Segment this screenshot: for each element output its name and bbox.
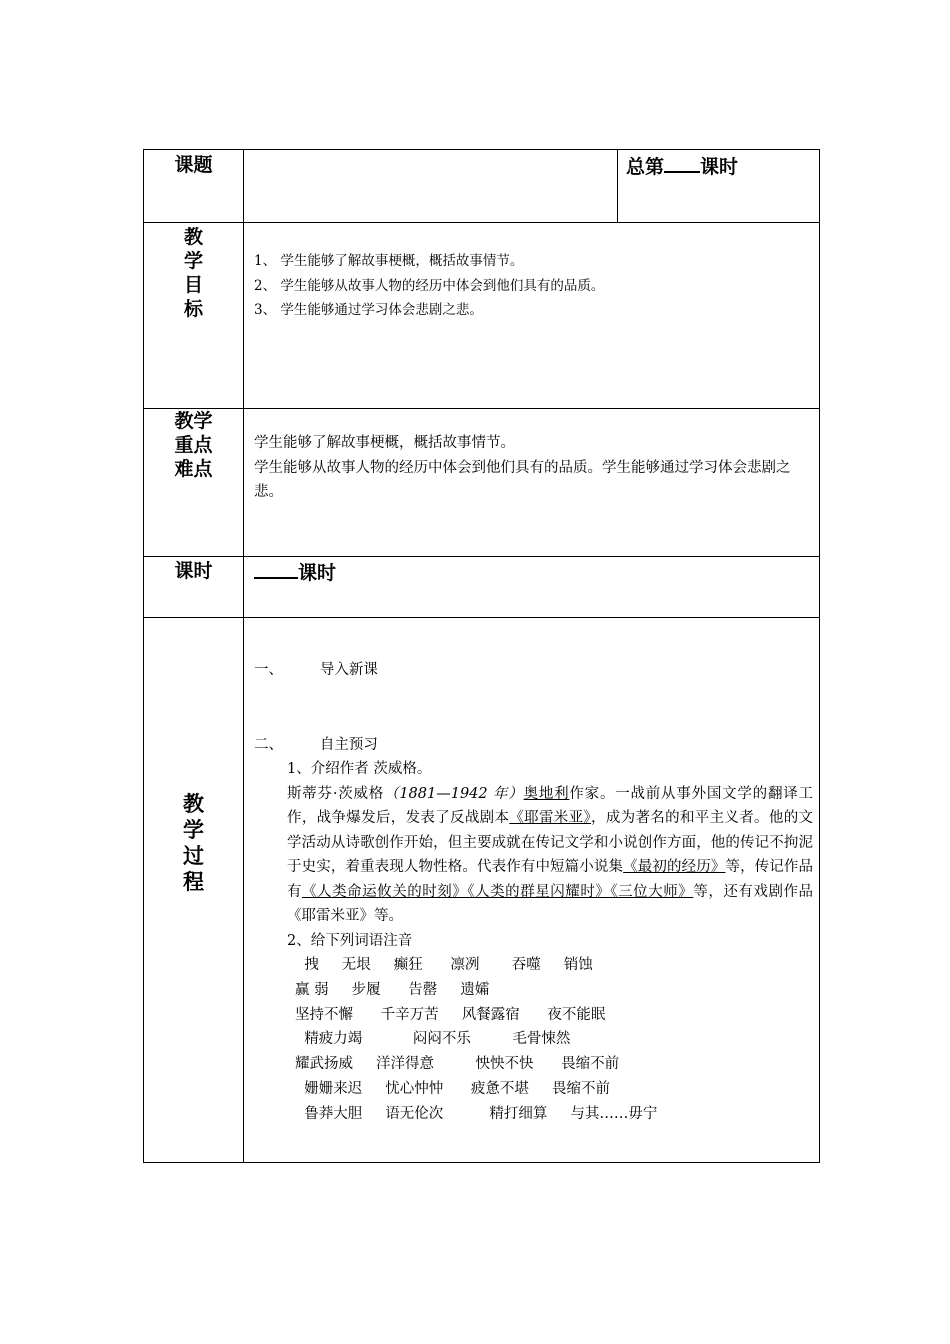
- lesson-plan-table: [143, 149, 820, 1163]
- topic-label-cell: [144, 150, 244, 223]
- process-label: [144, 791, 243, 895]
- objectives-label-cell: [144, 223, 244, 409]
- objectives-label: [144, 223, 243, 321]
- total-hours-prefix: 总第: [626, 156, 665, 178]
- key-points-label-cell: [144, 409, 244, 557]
- hours-value-suffix: 课时: [298, 562, 337, 584]
- key-point-line: 学生能够了解故事梗概，概括故事情节。: [254, 435, 515, 451]
- objectives-row: [144, 223, 820, 409]
- key-points-content-cell: [244, 409, 820, 557]
- objective-item: 2、 学生能够从故事人物的经历中体会到他们具有的品质。: [254, 277, 605, 294]
- process-label-char: 学: [183, 817, 204, 842]
- total-hours-blank: [664, 153, 700, 173]
- key-points-label-line: 重点: [174, 434, 213, 456]
- pinyin-task-title: 2、给下列词语注音: [287, 932, 413, 949]
- process-content-cell: [244, 618, 820, 1163]
- objectives-label-char: 目: [183, 274, 203, 296]
- bio-years: （1881—1942 年）: [384, 785, 524, 802]
- objectives-content-cell: [244, 223, 820, 409]
- bio-text: 等，传记作品有: [287, 859, 814, 900]
- bio-work-link[interactable]: 《人类命运攸关的时刻》《人类的群星闪耀时》《三位大师》: [302, 883, 694, 900]
- topic-row: [144, 150, 820, 223]
- key-points-text: [244, 409, 819, 505]
- objectives-label-char: 学: [183, 250, 203, 272]
- vocab-line: 精疲力竭 闷闷不乐 毛骨悚然: [295, 1031, 571, 1048]
- process-label-char: 程: [183, 869, 204, 894]
- objectives-list: [244, 223, 819, 323]
- objective-item: 1、 学生能够了解故事梗概，概括故事情节。: [254, 253, 524, 269]
- topic-value-cell: [244, 150, 618, 223]
- key-points-label: [144, 409, 243, 481]
- section-spacer: [254, 683, 813, 733]
- bio-text: 等，还有戏剧作品《耶雷米亚》等。: [287, 883, 814, 924]
- vocab-line: 赢 弱 步履 告罄 遗孀: [295, 981, 490, 998]
- section-import: 一、 导入新课: [254, 662, 378, 678]
- bio-text: ，成为著名的和平主义者。他的文学活动从诗歌创作开始，但主要成就在传记文学和小说创作方面，他的传记不拘泥于史实，着重表现人物性格。代表作有中短篇小说集: [287, 810, 814, 875]
- total-hours-text: [618, 150, 819, 179]
- hours-label: 课时: [174, 560, 213, 582]
- key-points-row: [144, 409, 820, 557]
- process-label-char: 过: [183, 843, 204, 868]
- section-preview: 二、 自主预习: [254, 736, 378, 753]
- hours-blank: [254, 559, 298, 579]
- vocab-line: 耀武扬威 洋洋得意 怏怏不快 畏缩不前: [295, 1056, 620, 1073]
- author-bio: [287, 782, 813, 929]
- author-intro-title: 1、介绍作者 茨威格。: [287, 761, 432, 777]
- key-points-label-line: 教学: [174, 410, 213, 432]
- topic-label: 课题: [174, 154, 213, 176]
- total-hours-cell: [618, 150, 820, 223]
- objective-item: 3、 学生能够通过学习体会悲剧之悲。: [254, 302, 483, 318]
- hours-value-cell: [244, 557, 820, 618]
- total-hours-suffix: 课时: [700, 156, 739, 178]
- process-content: [244, 618, 819, 1127]
- bio-work-link[interactable]: 《最初的经历》: [623, 859, 726, 875]
- hours-value: [244, 557, 819, 585]
- bio-text: 作家。一战前从事外国文学的翻译工作，战争爆发后，发表了反战剧本: [287, 785, 814, 826]
- vocab-list: [287, 953, 813, 1127]
- key-points-label-line: 难点: [174, 458, 213, 480]
- hours-label-cell: [144, 557, 244, 618]
- bio-work-link[interactable]: 《耶雷米亚》: [509, 810, 592, 826]
- vocab-line: 拽 无垠 癫狂 凛冽 吞噬 销蚀: [295, 957, 593, 973]
- process-label-char: 教: [183, 791, 204, 816]
- vocab-line: 鲁莽大胆 语无伦次 精打细算 与其……毋宁: [295, 1105, 658, 1122]
- preview-body: [254, 757, 813, 1127]
- objectives-label-char: 教: [183, 226, 203, 248]
- process-row: [144, 618, 820, 1163]
- vocab-line: 坚持不懈 千辛万苦 风餐露宿 夜不能眠: [295, 1006, 606, 1023]
- process-label-cell: [144, 618, 244, 1163]
- key-point-line: 学生能够从故事人物的经历中体会到他们具有的品质。学生能够通过学习体会悲剧之悲。: [254, 459, 791, 500]
- bio-text: 斯蒂芬·茨威格: [287, 785, 385, 802]
- bio-country-link[interactable]: 奥地利: [523, 785, 570, 802]
- hours-row: [144, 557, 820, 618]
- vocab-line: 姗姗来迟 忧心忡忡 疲惫不堪 畏缩不前: [295, 1080, 610, 1097]
- objectives-label-char: 标: [183, 298, 203, 320]
